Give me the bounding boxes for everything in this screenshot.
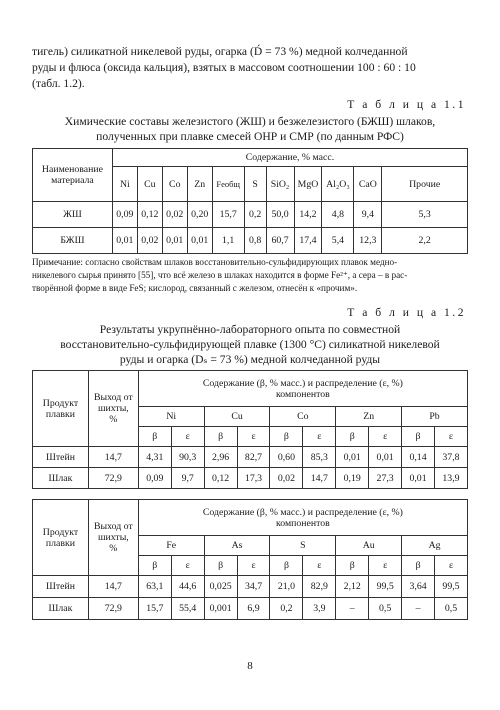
element-header: Au <box>336 536 402 556</box>
table2-cell: 14,7 <box>303 468 336 489</box>
table2-cell: 0,001 <box>204 598 237 620</box>
table1-cell: 0,02 <box>137 228 162 254</box>
table-row <box>33 228 468 254</box>
table1-col: Cu <box>137 167 162 202</box>
table2-header-yield <box>88 371 138 447</box>
product-name: Шлак <box>33 598 89 620</box>
table1-cell: 1,1 <box>212 228 244 254</box>
table-row <box>33 202 468 228</box>
table1-cell: 60,7 <box>266 228 294 254</box>
table2-title-line-3: руды и огарка (Dₛ = 73 %) медной колчеданной руды <box>119 353 381 366</box>
table1-row-name: ЖШ <box>33 202 113 228</box>
page-number: 8 <box>247 660 253 672</box>
product-header-text: Продукт плавки <box>42 397 79 420</box>
table-row <box>33 576 468 598</box>
table2-title <box>32 322 468 367</box>
table1-label: Т а б л и ц а 1.1 <box>347 98 466 111</box>
table1-row-name: БЖШ <box>33 228 113 254</box>
table2-cell: 2,96 <box>204 447 237 468</box>
table2-header-product <box>33 371 89 447</box>
table1-col: Al₂O₃ <box>322 167 354 202</box>
eps-header: ε <box>369 427 402 447</box>
yield-header-text: Выход от шихты, % <box>93 392 133 425</box>
table-row <box>33 598 468 620</box>
table1-col: Ni <box>112 167 137 202</box>
table1-col: Прочие <box>382 167 468 202</box>
table2-cell: 17,3 <box>237 468 270 489</box>
element-header: Pb <box>402 407 468 427</box>
eps-header: ε <box>171 427 204 447</box>
table2-cell: 27,3 <box>369 468 402 489</box>
beta-header: β <box>402 556 435 576</box>
beta-header: β <box>138 427 171 447</box>
table2-cell: 0,01 <box>402 468 435 489</box>
table2-cell: 63,1 <box>138 576 171 598</box>
table1-cell: 9,4 <box>354 202 382 228</box>
table1-cell: 0,20 <box>187 202 212 228</box>
table1-cell: 2,2 <box>382 228 468 254</box>
table1-cell: 0,12 <box>137 202 162 228</box>
table1-cell: 0,02 <box>162 202 187 228</box>
table-1-2-part-2 <box>32 499 468 620</box>
table2-cell: 0,19 <box>336 468 369 489</box>
table2-cell: 0,01 <box>336 447 369 468</box>
product-name: Штейн <box>33 447 89 468</box>
element-header: As <box>204 536 270 556</box>
element-header: Zn <box>336 407 402 427</box>
table1-cell: 4,8 <box>322 202 354 228</box>
yield-header-text: Выход от шихты, % <box>93 521 133 554</box>
table1-col: Feобщ <box>212 167 244 202</box>
table2-cell: 44,6 <box>171 576 204 598</box>
intro-line-1: тигель) силикатной никелевой руды, огарка (D́ = 73 %) медной колчеданной <box>32 45 408 58</box>
note-line-2: никелевого сырья принято [55], что всё железо в шлаках находится в форме Fe²⁺, а сера – в рас- <box>32 270 408 280</box>
table1-header-content: Содержание, % масс. <box>112 149 467 167</box>
table2-cell: 0,5 <box>435 598 468 620</box>
table1-col: Zn <box>187 167 212 202</box>
eps-header: ε <box>303 427 336 447</box>
table1-cell: 0,01 <box>187 228 212 254</box>
table2-cell: 99,5 <box>435 576 468 598</box>
table1-cell: 12,3 <box>354 228 382 254</box>
table1-cell: 5,4 <box>322 228 354 254</box>
table1-col: SiO₂ <box>266 167 294 202</box>
eps-header: ε <box>435 556 468 576</box>
beta-header: β <box>204 556 237 576</box>
element-header: S <box>270 536 336 556</box>
table2-cell: 13,9 <box>434 468 467 489</box>
eps-header: ε <box>369 556 402 576</box>
table2-cell: 85,3 <box>303 447 336 468</box>
table1-cell: 14,2 <box>294 202 322 228</box>
table1-cell: 15,7 <box>212 202 244 228</box>
table2-header-yield <box>88 500 138 576</box>
table2-cell: 82,7 <box>237 447 270 468</box>
beta-header: β <box>336 427 369 447</box>
table2-cell: 3,64 <box>402 576 435 598</box>
table1-cell: 50,0 <box>266 202 294 228</box>
content-header-text: Содержание (β, % масс.) и распределение (ε, %) компонентов <box>202 506 403 529</box>
element-header: Cu <box>204 407 270 427</box>
table-row <box>33 447 468 468</box>
table2-cell: 0,12 <box>204 468 237 489</box>
table2-cell: 21,0 <box>270 576 303 598</box>
table1-col: S <box>244 167 266 202</box>
table1-title <box>32 114 468 144</box>
element-header: Fe <box>138 536 204 556</box>
table1-title-line-2: полученных при плавке смесей ОНР и СМР (по данным РФС) <box>96 130 404 143</box>
table1-cell: 0,8 <box>244 228 266 254</box>
table2-cell: 90,3 <box>171 447 204 468</box>
table1-cell: 0,01 <box>162 228 187 254</box>
product-name: Штейн <box>33 576 89 598</box>
table2-cell: 55,4 <box>171 598 204 620</box>
element-header: Ag <box>402 536 468 556</box>
table2-title-line-2: восстановительно-сульфидирующей плавке (1300 °C) силикатной никелевой <box>60 338 440 351</box>
table1-cell: 5,3 <box>382 202 468 228</box>
product-name: Шлак <box>33 468 89 489</box>
beta-header: β <box>204 427 237 447</box>
product-yield: 14,7 <box>88 447 138 468</box>
table1-cell: 0,2 <box>244 202 266 228</box>
table2-cell: 37,8 <box>434 447 467 468</box>
product-yield: 72,9 <box>88 468 138 489</box>
table2-cell: 9,7 <box>171 468 204 489</box>
table2-cell: 0,5 <box>369 598 402 620</box>
intro-line-3: (табл. 1.2). <box>32 77 85 90</box>
product-header-text: Продукт плавки <box>42 526 79 549</box>
table2-cell: 34,7 <box>237 576 270 598</box>
table2-cell: 0,025 <box>204 576 237 598</box>
table2-cell: 0,2 <box>270 598 303 620</box>
intro-line-2: руды и флюса (оксида кальция), взятых в массовом соотношении 100 : 60 : 10 <box>32 61 416 74</box>
table1-col: CaO <box>354 167 382 202</box>
table1-cell: 0,09 <box>112 202 137 228</box>
table2-label: Т а б л и ц а 1.2 <box>347 306 466 319</box>
beta-header: β <box>402 427 435 447</box>
table2-cell: 99,5 <box>369 576 402 598</box>
table2-cell: 6,9 <box>237 598 270 620</box>
table1-cell: 0,01 <box>112 228 137 254</box>
table1-title-line-1: Химические составы железистого (ЖШ) и безжелезистого (БЖШ) шлаков, <box>64 115 436 128</box>
table1-col: MgO <box>294 167 322 202</box>
beta-header: β <box>336 556 369 576</box>
note-line-1: Примечание: согласно свойствам шлаков восстановительно-сульфидирующих плавок медно- <box>32 257 398 267</box>
table-1-2-part-1 <box>32 370 468 489</box>
table2-header-content <box>138 371 467 407</box>
table2-cell: 0,60 <box>270 447 303 468</box>
table2-cell: – <box>402 598 435 620</box>
table2-header-content <box>138 500 467 536</box>
table1-col: Co <box>162 167 187 202</box>
table1-note <box>32 256 468 295</box>
beta-header: β <box>270 556 303 576</box>
table2-cell: 3,9 <box>303 598 336 620</box>
note-line-3: творённой форме в виде FeS; кислород, связанный с железом, отнесён к «прочим». <box>32 283 358 293</box>
table2-cell: 4,31 <box>138 447 171 468</box>
table2-cell: 2,12 <box>336 576 369 598</box>
beta-header: β <box>138 556 171 576</box>
eps-header: ε <box>171 556 204 576</box>
content-header-text: Содержание (β, % масс.) и распределение (ε, %) компонентов <box>202 377 403 400</box>
table2-cell: – <box>336 598 369 620</box>
table-row <box>33 468 468 489</box>
element-header: Co <box>270 407 336 427</box>
intro-paragraph <box>32 44 468 92</box>
eps-header: ε <box>303 556 336 576</box>
table2-title-line-1: Результаты укрупнённо-лабораторного опыта по совместной <box>99 323 401 336</box>
product-yield: 72,9 <box>88 598 138 620</box>
table2-cell: 0,14 <box>402 447 435 468</box>
table-1-1 <box>32 148 468 254</box>
eps-header: ε <box>237 556 270 576</box>
product-yield: 14,7 <box>88 576 138 598</box>
eps-header: ε <box>237 427 270 447</box>
table1-header-material: Наименование материала <box>33 149 113 202</box>
table2-cell: 0,09 <box>138 468 171 489</box>
beta-header: β <box>270 427 303 447</box>
table2-header-product <box>33 500 89 576</box>
table2-cell: 15,7 <box>138 598 171 620</box>
table2-cell: 0,02 <box>270 468 303 489</box>
table2-cell: 0,01 <box>369 447 402 468</box>
table2-cell: 82,9 <box>303 576 336 598</box>
eps-header: ε <box>434 427 467 447</box>
table1-cell: 17,4 <box>294 228 322 254</box>
element-header: Ni <box>138 407 204 427</box>
